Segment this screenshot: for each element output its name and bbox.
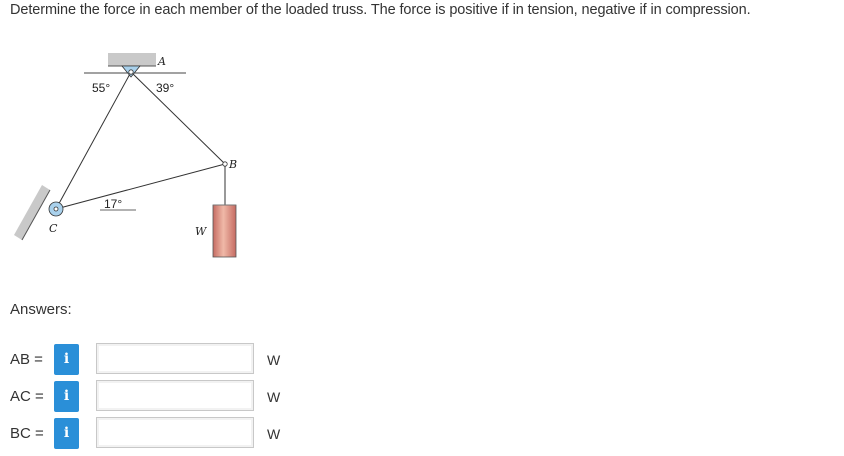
answer-label-ab: AB =: [10, 351, 43, 368]
label-a: A: [158, 55, 166, 68]
info-icon[interactable]: i: [54, 418, 79, 449]
answer-input-ac[interactable]: [96, 380, 254, 411]
joint-b: [223, 162, 227, 166]
unit-label-bc: W: [267, 426, 281, 442]
pin-a: [122, 66, 140, 77]
info-icon[interactable]: i: [54, 344, 79, 375]
ceiling-support: [108, 53, 156, 66]
member-bc: [56, 164, 225, 209]
label-b: B: [229, 158, 238, 171]
answer-label-bc: BC =: [10, 425, 44, 442]
truss-figure: [0, 0, 300, 270]
unit-label-ab: W: [267, 352, 281, 368]
unit-label-ac: W: [267, 389, 281, 405]
angle-label-17: 17°: [104, 197, 123, 211]
roller-c: [49, 202, 63, 216]
hanging-weight: [213, 205, 236, 257]
angle-label-39: 39°: [156, 81, 175, 95]
answer-input-ab[interactable]: [96, 343, 254, 374]
wall-support: [14, 185, 50, 240]
info-icon[interactable]: i: [54, 381, 79, 412]
answer-input-bc[interactable]: [96, 417, 254, 448]
member-ab: [131, 72, 225, 164]
problem-statement: Determine the force in each member of the loaded truss. The force is positive if in tension, negative if in compression.: [10, 2, 751, 18]
label-w: W: [195, 225, 207, 238]
answers-heading: Answers:: [10, 301, 72, 318]
label-c: C: [49, 222, 58, 235]
answer-label-ac: AC =: [10, 388, 44, 405]
angle-label-55: 55°: [92, 81, 111, 95]
